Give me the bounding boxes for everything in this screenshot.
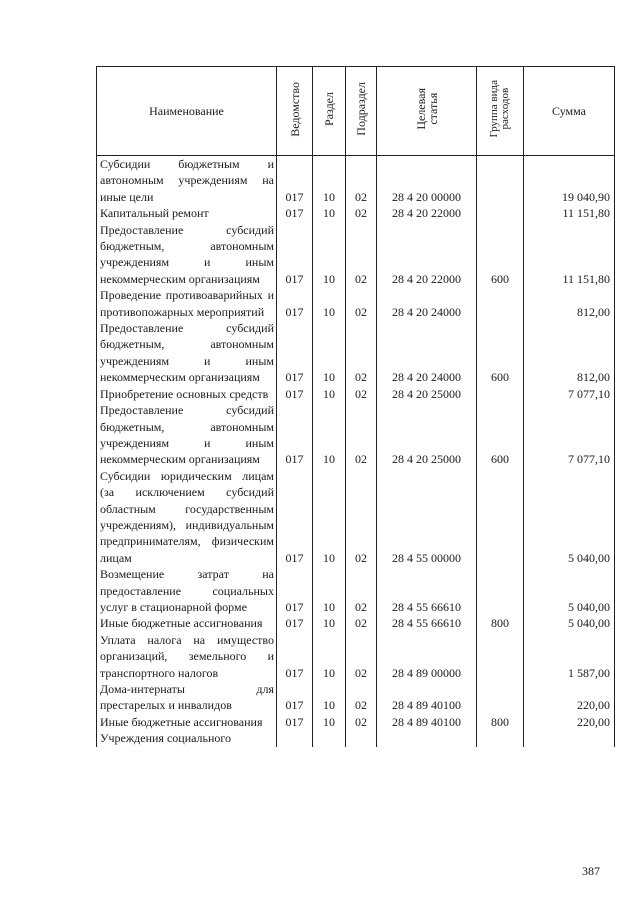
cell-department: 017 (277, 714, 313, 730)
cell-target: 28 4 20 22000 (377, 205, 477, 221)
cell-group (477, 730, 524, 746)
header-department: Ведомство (277, 67, 313, 156)
cell-section: 10 (313, 632, 346, 681)
cell-target: 28 4 20 25000 (377, 402, 477, 468)
cell-name: Проведение противоаварийных и противопожарных мероприятий (97, 287, 277, 320)
table-header-row (97, 67, 615, 156)
cell-name: Учреждения социального (97, 730, 277, 746)
cell-name: Приобретение основных средств (97, 386, 277, 402)
cell-sum: 220,00 (524, 714, 615, 730)
cell-subsection (346, 730, 377, 746)
cell-department: 017 (277, 615, 313, 631)
header-subsection: Подраздел (346, 67, 377, 156)
cell-subsection: 02 (346, 468, 377, 566)
cell-sum: 1 587,00 (524, 632, 615, 681)
cell-sum: 19 040,90 (524, 156, 615, 206)
table-row (97, 156, 615, 206)
cell-name: Предоставление субсидий бюджетным, автономным учреждениям и иным некоммерческим организациям (97, 222, 277, 288)
cell-subsection: 02 (346, 320, 377, 386)
cell-section: 10 (313, 468, 346, 566)
cell-department: 017 (277, 468, 313, 566)
cell-name: Предоставление субсидий бюджетным, автономным учреждениям и иным некоммерческим организациям (97, 320, 277, 386)
cell-group (477, 205, 524, 221)
cell-subsection: 02 (346, 714, 377, 730)
cell-group (477, 156, 524, 206)
table-row (97, 205, 615, 221)
cell-target: 28 4 89 40100 (377, 681, 477, 714)
cell-department: 017 (277, 205, 313, 221)
cell-name: Дома-интернаты для престарелых и инвалидов (97, 681, 277, 714)
cell-subsection: 02 (346, 205, 377, 221)
cell-group (477, 681, 524, 714)
cell-sum: 11 151,80 (524, 222, 615, 288)
cell-department: 017 (277, 320, 313, 386)
cell-group: 600 (477, 320, 524, 386)
cell-group (477, 632, 524, 681)
cell-name: Капитальный ремонт (97, 205, 277, 221)
cell-sum: 5 040,00 (524, 468, 615, 566)
cell-section (313, 730, 346, 746)
cell-name: Иные бюджетные ассигнования (97, 714, 277, 730)
cell-sum: 5 040,00 (524, 566, 615, 615)
cell-department: 017 (277, 566, 313, 615)
cell-target: 28 4 20 00000 (377, 156, 477, 206)
page-number: 387 (582, 864, 600, 878)
header-sum: Сумма (524, 67, 615, 156)
cell-name: Уплата налога на имущество организаций, земельного и транспортного налогов (97, 632, 277, 681)
table-row (97, 681, 615, 714)
cell-department: 017 (277, 402, 313, 468)
cell-target: 28 4 89 00000 (377, 632, 477, 681)
cell-target: 28 4 55 66610 (377, 566, 477, 615)
header-target: Целевая статья (377, 67, 477, 156)
cell-target: 28 4 20 25000 (377, 386, 477, 402)
cell-name: Субсидии юридическим лицам (за исключением субсидий областным государственным учреждениям), индивидуальным предпринимателям, физическим лицам (97, 468, 277, 566)
cell-department: 017 (277, 156, 313, 206)
cell-department: 017 (277, 386, 313, 402)
cell-target: 28 4 89 40100 (377, 714, 477, 730)
cell-sum: 220,00 (524, 681, 615, 714)
table-row (97, 402, 615, 468)
cell-section: 10 (313, 566, 346, 615)
cell-sum (524, 730, 615, 746)
cell-group: 600 (477, 222, 524, 288)
cell-target (377, 730, 477, 746)
cell-target: 28 4 20 24000 (377, 320, 477, 386)
cell-section: 10 (313, 320, 346, 386)
cell-sum: 11 151,80 (524, 205, 615, 221)
cell-group (477, 468, 524, 566)
table-row (97, 320, 615, 386)
cell-subsection: 02 (346, 681, 377, 714)
cell-group: 800 (477, 615, 524, 631)
cell-target: 28 4 20 24000 (377, 287, 477, 320)
table-body (97, 156, 615, 747)
table-row (97, 714, 615, 730)
header-group: Группа вида расходов (477, 67, 524, 156)
cell-subsection: 02 (346, 566, 377, 615)
cell-section: 10 (313, 402, 346, 468)
table-row (97, 566, 615, 615)
cell-section: 10 (313, 615, 346, 631)
cell-group: 600 (477, 402, 524, 468)
cell-subsection: 02 (346, 615, 377, 631)
cell-group (477, 287, 524, 320)
cell-section: 10 (313, 287, 346, 320)
cell-section: 10 (313, 156, 346, 206)
cell-sum: 812,00 (524, 320, 615, 386)
cell-group: 800 (477, 714, 524, 730)
cell-department: 017 (277, 222, 313, 288)
cell-subsection: 02 (346, 386, 377, 402)
cell-sum: 5 040,00 (524, 615, 615, 631)
cell-department: 017 (277, 632, 313, 681)
table-row (97, 615, 615, 631)
cell-section: 10 (313, 386, 346, 402)
table-row (97, 222, 615, 288)
cell-section: 10 (313, 222, 346, 288)
cell-group (477, 386, 524, 402)
table-row (97, 287, 615, 320)
cell-section: 10 (313, 205, 346, 221)
cell-name: Иные бюджетные ассигнования (97, 615, 277, 631)
cell-section: 10 (313, 714, 346, 730)
cell-sum: 7 077,10 (524, 402, 615, 468)
cell-group (477, 566, 524, 615)
table-row (97, 632, 615, 681)
cell-subsection: 02 (346, 632, 377, 681)
budget-table (96, 66, 615, 747)
cell-sum: 812,00 (524, 287, 615, 320)
cell-section: 10 (313, 681, 346, 714)
cell-target: 28 4 55 66610 (377, 615, 477, 631)
cell-name: Субсидии бюджетным и автономным учреждениям на иные цели (97, 156, 277, 206)
cell-name: Предоставление субсидий бюджетным, автономным учреждениям и иным некоммерческим организациям (97, 402, 277, 468)
cell-department: 017 (277, 681, 313, 714)
cell-target: 28 4 20 22000 (377, 222, 477, 288)
cell-target: 28 4 55 00000 (377, 468, 477, 566)
cell-department (277, 730, 313, 746)
table-row (97, 468, 615, 566)
table-row (97, 386, 615, 402)
cell-subsection: 02 (346, 287, 377, 320)
header-section: Раздел (313, 67, 346, 156)
cell-sum: 7 077,10 (524, 386, 615, 402)
header-name: Наименование (97, 67, 277, 156)
table-row (97, 730, 615, 746)
cell-name: Возмещение затрат на предоставление социальных услуг в стационарной форме (97, 566, 277, 615)
cell-subsection: 02 (346, 222, 377, 288)
cell-subsection: 02 (346, 402, 377, 468)
cell-subsection: 02 (346, 156, 377, 206)
cell-department: 017 (277, 287, 313, 320)
